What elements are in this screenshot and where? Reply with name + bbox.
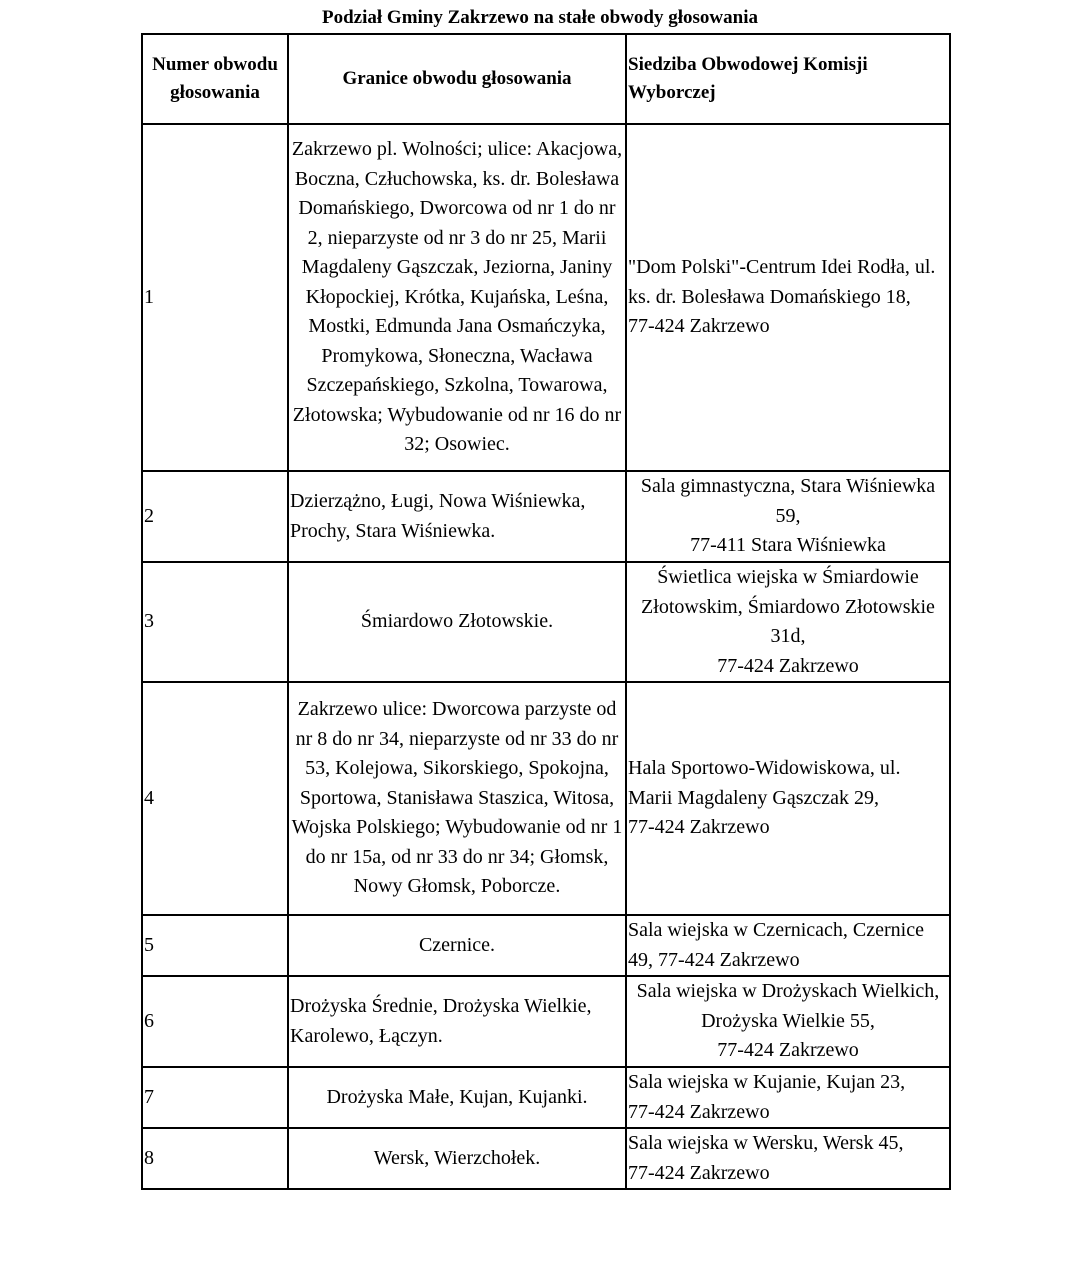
table-row (142, 682, 950, 915)
commission-seat (626, 1067, 950, 1128)
header-district-number: Numer obwodu głosowania (142, 34, 288, 124)
voting-districts-table (141, 33, 951, 1190)
seat-address: Sala wiejska w Drożyskach Wielkich, Drożyska Wielkie 55, (636, 980, 940, 1032)
header-commission-seat: Siedziba Obwodowej Komisji Wyborczej (626, 34, 950, 124)
seat-postal-code: 77-424 Zakrzewo (717, 654, 859, 677)
seat-postal-code: 77-411 Stara Wiśniewka (690, 534, 886, 557)
district-boundaries: Śmiardowo Złotowskie. (288, 562, 626, 682)
seat-address: Sala wiejska w Czernicach, Czernice 49, 77-424 Zakrzewo (628, 919, 924, 971)
district-boundaries: Drożyska Małe, Kujan, Kujanki. (288, 1067, 626, 1128)
district-number: 6 (142, 976, 288, 1067)
district-boundaries: Czernice. (288, 915, 626, 976)
commission-seat (626, 976, 950, 1067)
commission-seat (626, 682, 950, 915)
commission-seat (626, 124, 950, 471)
seat-postal-code: 77-424 Zakrzewo (628, 1161, 770, 1184)
commission-seat (626, 1128, 950, 1189)
district-boundaries: Dzierzążno, Ługi, Nowa Wiśniewka, Prochy, Stara Wiśniewka. (288, 471, 626, 562)
district-boundaries: Zakrzewo pl. Wolności; ulice: Akacjowa, Boczna, Człuchowska, ks. dr. Bolesława Domańskiego, Dworcowa od nr 1 do nr 2, nieparzyste od nr 3 do nr 25, Marii Magdaleny Gąszczak, Jeziorna, Janiny Kłopockiej, Krótka, Kujańska, Leśna, Mostki, Edmunda Jana Osmańczyka, Promykowa, Słoneczna, Wacława Szczepańskiego, Szkolna, Towarowa, Złotowska; Wybudowanie od nr 16 do nr 32; Osowiec. (288, 124, 626, 471)
seat-postal-code: 77-424 Zakrzewo (717, 1039, 859, 1062)
commission-seat (626, 471, 950, 562)
district-number: 8 (142, 1128, 288, 1189)
table-row (142, 124, 950, 471)
district-number: 2 (142, 471, 288, 562)
table-header-row (142, 34, 950, 124)
table-row (142, 1128, 950, 1189)
seat-address: Sala wiejska w Wersku, Wersk 45, (628, 1132, 904, 1154)
seat-address: "Dom Polski"-Centrum Idei Rodła, ul. ks. dr. Bolesława Domańskiego 18, (628, 256, 936, 308)
district-number: 5 (142, 915, 288, 976)
table-row (142, 1067, 950, 1128)
commission-seat (626, 562, 950, 682)
district-number: 7 (142, 1067, 288, 1128)
seat-postal-code: 77-424 Zakrzewo (628, 315, 770, 338)
document-title: Podział Gminy Zakrzewo na stałe obwody głosowania (322, 7, 758, 28)
seat-address: Sala gimnastyczna, Stara Wiśniewka 59, (640, 475, 936, 527)
seat-postal-code: 77-424 Zakrzewo (628, 816, 770, 839)
commission-seat (626, 915, 950, 976)
seat-address: Sala wiejska w Kujanie, Kujan 23, (628, 1071, 906, 1093)
header-district-boundaries: Granice obwodu głosowania (288, 34, 626, 124)
table-row (142, 976, 950, 1067)
district-number: 1 (142, 124, 288, 471)
district-boundaries: Zakrzewo ulice: Dworcowa parzyste od nr 8 do nr 34, nieparzyste od nr 33 do nr 53, Kolejowa, Sikorskiego, Spokojna, Sportowa, Stanisława Staszica, Witosa, Wojska Polskiego; Wybudowanie od nr 1 do nr 15a, od nr 33 do nr 34; Głomsk, Nowy Głomsk, Poborcze. (288, 682, 626, 915)
seat-postal-code: 77-424 Zakrzewo (628, 1100, 770, 1123)
table-row (142, 915, 950, 976)
table-row (142, 562, 950, 682)
table-row (142, 471, 950, 562)
district-boundaries: Wersk, Wierzchołek. (288, 1128, 626, 1189)
district-boundaries: Drożyska Średnie, Drożyska Wielkie, Karolewo, Łączyn. (288, 976, 626, 1067)
district-number: 3 (142, 562, 288, 682)
seat-address: Świetlica wiejska w Śmiardowie Złotowskim, Śmiardowo Złotowskie 31d, (641, 566, 935, 647)
seat-address: Hala Sportowo-Widowiskowa, ul. Marii Magdaleny Gąszczak 29, (628, 757, 901, 809)
district-number: 4 (142, 682, 288, 915)
